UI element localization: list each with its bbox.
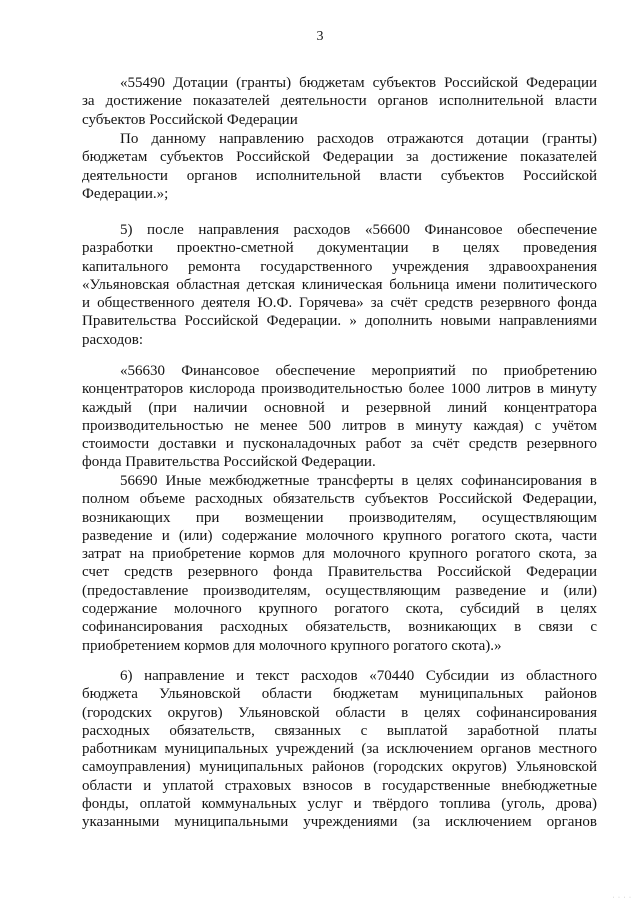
paragraph-55490-title	[82, 74, 597, 129]
text-line: за достижение показателей деятельности органов исполнительной власти	[82, 93, 597, 110]
text-line: бюджетам субъектов Российской Федерации за достижение показателей	[82, 149, 597, 166]
text-line: самоуправления) муниципальных районов (городских округов) Ульяновской	[82, 759, 597, 776]
text-line: концентраторов кислорода производительностью более 1000 литров в минуту	[82, 381, 597, 398]
text-line: разработки проектно-сметной документации в целях проведения	[82, 240, 597, 257]
text-line: Федерации.»;	[82, 185, 169, 202]
text-line: стоимости доставки и пусконаладочных работ за счёт средств резервного	[82, 436, 597, 453]
scan-artifact-mark: · · · ·	[612, 895, 632, 901]
text-line: работникам муниципальных учреждений (за исключением органов местного	[82, 741, 597, 758]
text-line: затрат на приобретение кормов для молочного крупного рогатого скота, за	[82, 546, 597, 563]
text-line: Правительства Российской Федерации. » дополнить новыми направлениями	[82, 313, 597, 330]
text-line: По данному направлению расходов отражаются дотации (гранты)	[120, 131, 597, 147]
text-line: указанными муниципальными учреждениями (за исключением органов	[82, 814, 597, 831]
text-line: софинансирования расходных обязательств, возникающих в связи с	[82, 619, 597, 636]
text-line: 56690 Иные межбюджетные трансферты в целях софинансирования в	[120, 473, 597, 489]
text-line: фонда Правительства Российской Федерации.	[82, 454, 376, 471]
text-line: 5) после направления расходов «56600 Финансовое обеспечение	[120, 222, 597, 238]
text-line: фонды, оплатой коммунальных услуг и твёрдого топлива (уголь, дрова)	[82, 796, 597, 813]
text-line: субъектов Российской Федерации	[82, 111, 298, 128]
text-line: капитального ремонта государственного учреждения здравоохранения	[82, 258, 597, 275]
text-line: бюджета Ульяновской области бюджетам муниципальных районов	[82, 686, 597, 703]
page-number: 3	[316, 29, 324, 44]
text-line: производительностью не менее 500 литров в минуту каждая) с учётом	[82, 417, 597, 434]
text-line: полном объеме расходных обязательств субъектов Российской Федерации,	[82, 491, 597, 508]
text-line: «Ульяновская областная детская клиническая больница имени политического	[82, 276, 597, 293]
paragraph-56690	[82, 472, 597, 655]
paragraph-item-6	[82, 667, 597, 832]
text-line: счет средств резервного фонда Правительства Российской Федерации	[82, 564, 597, 581]
text-line: (предоставление производителям, осуществляющим разведение и (или)	[82, 582, 597, 599]
text-line: и общественного деятеля Ю.Ф. Горячева» за счёт средств резервного фонда	[82, 295, 597, 312]
text-line: приобретением кормов для молочного крупного рогатого скота).»	[82, 637, 502, 654]
text-line: 6) направление и текст расходов «70440 Субсидии из областного	[120, 668, 597, 684]
text-line: возникающих при возмещении производителям, осуществляющим	[82, 509, 597, 526]
text-line: разведение и (или) содержание молочного крупного рогатого скота, части	[82, 527, 597, 544]
text-line: «55490 Дотации (гранты) бюджетам субъектов Российской Федерации	[120, 75, 597, 91]
paragraph-item-5	[82, 221, 597, 349]
paragraph-56630	[82, 362, 597, 472]
text-line: расходных обязательств, связанных с выплатой заработной платы	[82, 722, 597, 739]
text-line: (городских округов) Ульяновской области в целях софинансирования	[82, 704, 597, 721]
text-line: области и уплатой страховых взносов в государственные внебюджетные	[82, 777, 597, 794]
text-line: расходов:	[82, 331, 143, 348]
text-line: «56630 Финансовое обеспечение мероприятий по приобретению	[120, 363, 597, 379]
text-line: каждый (при наличии основной и резервной линий концентратора	[82, 399, 597, 416]
text-line: содержание молочного крупного рогатого скота, субсидий в целях	[82, 601, 597, 618]
text-line: деятельности органов исполнительной власти субъектов Российской	[82, 167, 597, 184]
paragraph-55490-description	[82, 130, 597, 203]
